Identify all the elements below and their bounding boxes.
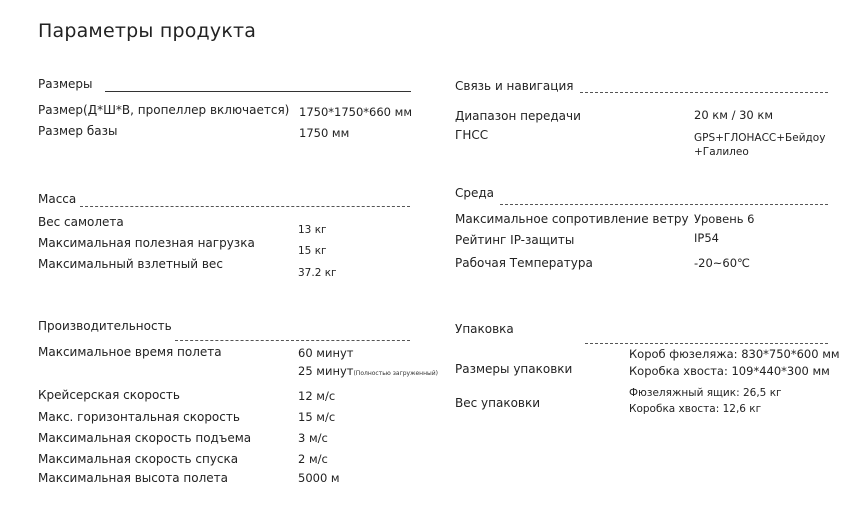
performance-section-title: Производительность <box>38 319 172 333</box>
mass-aircraft-weight-value: 13 кг <box>298 224 327 236</box>
cruise-speed-value: 12 м/с <box>298 389 336 403</box>
dimensions-size-value: 1750*1750*660 мм <box>299 105 412 119</box>
flight-time-value: 60 минут <box>298 346 354 360</box>
mass-payload-value: 15 кг <box>298 245 327 257</box>
flight-time-label: Максимальное время полета <box>38 345 222 359</box>
flight-time-loaded-value <box>298 364 438 378</box>
package-weight-value-2: Коробка хвоста: 12,6 кг <box>629 403 762 415</box>
max-descent-speed-value: 2 м/с <box>298 452 328 466</box>
package-weight-label: Вес упаковки <box>455 396 541 410</box>
max-horizontal-speed-label: Макс. горизонтальная скорость <box>38 410 240 424</box>
page-title: Параметры продукта <box>38 20 257 42</box>
mass-takeoff-label: Максимальный взлетный вес <box>38 257 223 271</box>
mass-payload-label: Максимальная полезная нагрузка <box>38 236 255 250</box>
package-size-value-1: Короб фюзеляжа: 830*750*600 мм <box>629 347 840 361</box>
performance-divider <box>175 340 410 341</box>
gnss-value-line2: +Галилео <box>694 146 749 158</box>
cruise-speed-label: Крейсерская скорость <box>38 388 180 402</box>
ip-rating-value: IP54 <box>694 231 719 245</box>
flight-time-loaded-note: (Полностью загруженный) <box>353 370 439 377</box>
max-horizontal-speed-value: 15 м/с <box>298 410 336 424</box>
dimensions-divider <box>105 91 411 92</box>
operating-temperature-label: Рабочая Температура <box>455 256 593 270</box>
transmission-range-label: Диапазон передачи <box>455 109 581 123</box>
package-weight-value-1: Фюзеляжный ящик: 26,5 кг <box>629 387 782 399</box>
flight-time-loaded-number: 25 минут <box>298 364 354 378</box>
dimensions-wheelbase-label: Размер базы <box>38 124 118 138</box>
max-altitude-label: Максимальная высота полета <box>38 471 228 485</box>
mass-takeoff-value: 37.2 кг <box>298 267 337 279</box>
package-size-label: Размеры упаковки <box>455 362 573 376</box>
dimensions-section-title: Размеры <box>38 77 93 91</box>
packaging-divider <box>585 343 828 344</box>
gnss-label: ГНСС <box>455 128 489 142</box>
comms-section-title: Связь и навигация <box>455 79 574 93</box>
gnss-value-line1: GPS+ГЛОНАСС+Бейдоу <box>694 132 826 144</box>
transmission-range-value: 20 км / 30 км <box>694 108 774 122</box>
mass-aircraft-weight-label: Вес самолета <box>38 215 124 229</box>
wind-resistance-label: Максимальное сопротивление ветру <box>455 212 689 226</box>
wind-resistance-value: Уровень 6 <box>694 212 755 226</box>
max-ascent-speed-value: 3 м/с <box>298 431 328 445</box>
mass-section-title: Масса <box>38 192 77 206</box>
dimensions-size-label: Размер(Д*Ш*В, пропеллер включается) <box>38 103 290 117</box>
ip-rating-label: Рейтинг IP-защиты <box>455 233 575 247</box>
environment-divider <box>500 204 828 205</box>
max-altitude-value: 5000 м <box>298 471 340 485</box>
packaging-section-title: Упаковка <box>455 322 514 336</box>
comms-divider <box>580 92 828 93</box>
mass-divider <box>80 206 410 207</box>
max-ascent-speed-label: Максимальная скорость подъема <box>38 431 252 445</box>
dimensions-wheelbase-value: 1750 мм <box>299 126 350 140</box>
package-size-value-2: Коробка хвоста: 109*440*300 мм <box>629 364 830 378</box>
max-descent-speed-label: Максимальная скорость спуска <box>38 452 239 466</box>
environment-section-title: Среда <box>455 186 495 200</box>
operating-temperature-value: -20~60℃ <box>694 256 750 270</box>
